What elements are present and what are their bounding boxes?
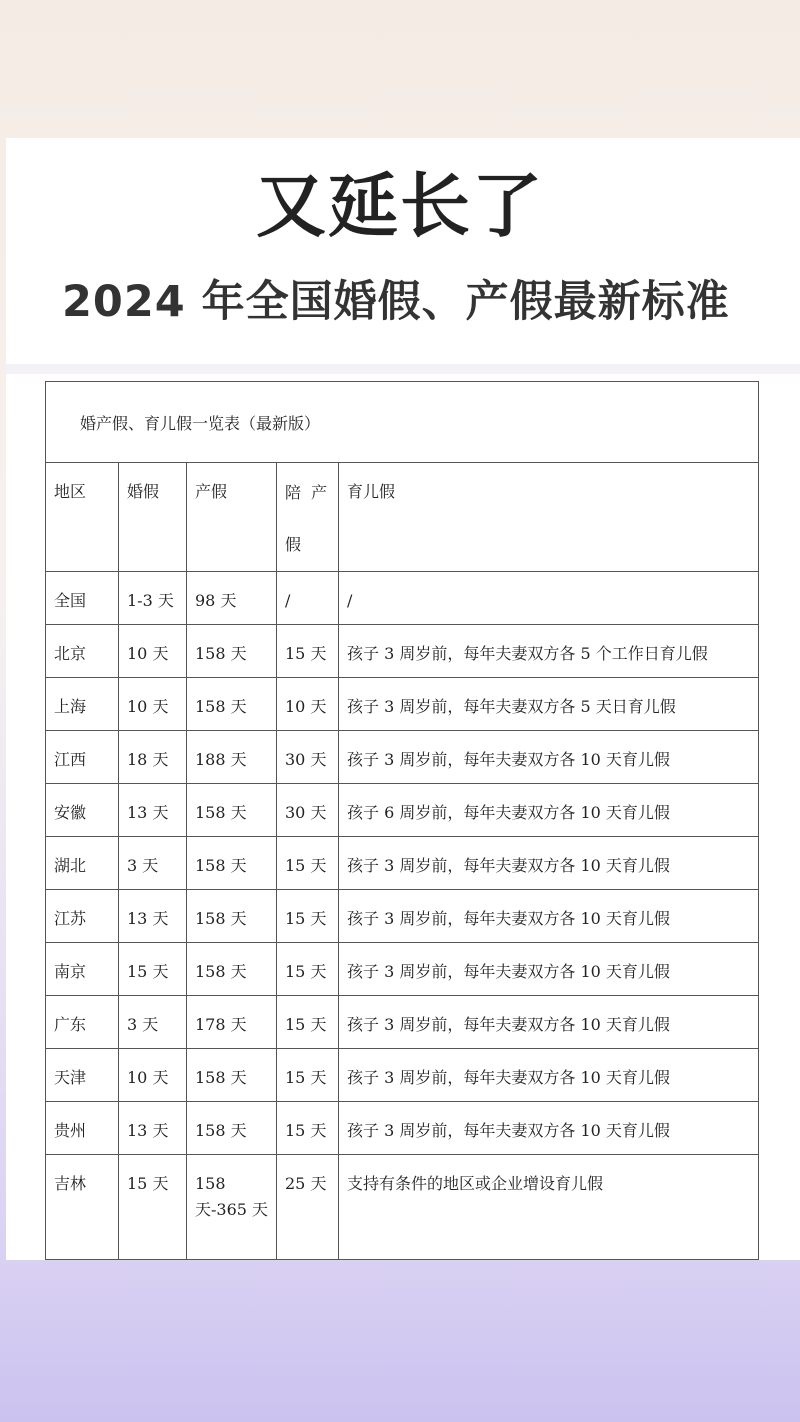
region-cell: 上海: [46, 678, 119, 731]
paternity-leave-cell: 15 天: [277, 943, 339, 996]
region-cell: 安徽: [46, 784, 119, 837]
table-row: [46, 1155, 759, 1260]
maternity-leave-cell: 158 天: [187, 625, 277, 678]
maternity-leave-cell: 158 天: [187, 678, 277, 731]
maternity-leave-cell: 158 天: [187, 1049, 277, 1102]
marriage-leave-cell: 13 天: [119, 784, 187, 837]
marriage-leave-cell: 15 天: [119, 943, 187, 996]
childcare-leave-cell: 孩子 3 周岁前，每年夫妻双方各 10 天育儿假: [339, 1102, 759, 1155]
marriage-leave-cell: 10 天: [119, 678, 187, 731]
childcare-leave-cell: 孩子 3 周岁前，每年夫妻双方各 10 天育儿假: [339, 943, 759, 996]
table-row: [46, 996, 759, 1049]
column-header-marriage-leave: 婚假: [119, 463, 187, 572]
table-header-row: [46, 463, 759, 572]
paternity-leave-cell: 10 天: [277, 678, 339, 731]
childcare-leave-cell: 孩子 3 周岁前，每年夫妻双方各 5 个工作日育儿假: [339, 625, 759, 678]
page-subtitle: 2024 年全国婚假、产假最新标准: [62, 277, 730, 327]
maternity-leave-cell: 158 天: [187, 943, 277, 996]
paternity-leave-cell: 15 天: [277, 1049, 339, 1102]
childcare-leave-cell: 孩子 3 周岁前，每年夫妻双方各 10 天育儿假: [339, 837, 759, 890]
column-header-childcare-leave: 育儿假: [339, 463, 759, 572]
table-row: [46, 572, 759, 625]
leave-table: [45, 381, 759, 1260]
marriage-leave-cell: 3 天: [119, 837, 187, 890]
maternity-leave-cell: 158 天: [187, 1102, 277, 1155]
marriage-leave-cell: 15 天: [119, 1155, 187, 1260]
table-row: [46, 837, 759, 890]
region-cell: 湖北: [46, 837, 119, 890]
maternity-leave-cell: 158 天: [187, 784, 277, 837]
childcare-leave-cell: /: [339, 572, 759, 625]
paternity-leave-cell: 25 天: [277, 1155, 339, 1260]
marriage-leave-cell: 13 天: [119, 1102, 187, 1155]
marriage-leave-cell: 10 天: [119, 1049, 187, 1102]
marriage-leave-cell: 1-3 天: [119, 572, 187, 625]
marriage-leave-cell: 10 天: [119, 625, 187, 678]
divider: [6, 364, 800, 374]
table-row: [46, 784, 759, 837]
region-cell: 南京: [46, 943, 119, 996]
maternity-leave-cell: 158 天: [187, 890, 277, 943]
childcare-leave-cell: 孩子 3 周岁前，每年夫妻双方各 10 天育儿假: [339, 731, 759, 784]
maternity-leave-cell: 98 天: [187, 572, 277, 625]
childcare-leave-cell: 孩子 3 周岁前，每年夫妻双方各 10 天育儿假: [339, 890, 759, 943]
table-row: [46, 1102, 759, 1155]
region-cell: 广东: [46, 996, 119, 1049]
paternity-leave-cell: 15 天: [277, 837, 339, 890]
region-cell: 江西: [46, 731, 119, 784]
column-header-region: 地区: [46, 463, 119, 572]
region-cell: 全国: [46, 572, 119, 625]
table-row: [46, 943, 759, 996]
table-row: [46, 731, 759, 784]
region-cell: 江苏: [46, 890, 119, 943]
region-cell: 贵州: [46, 1102, 119, 1155]
maternity-leave-cell: 178 天: [187, 996, 277, 1049]
childcare-leave-cell: 孩子 6 周岁前，每年夫妻双方各 10 天育儿假: [339, 784, 759, 837]
marriage-leave-cell: 13 天: [119, 890, 187, 943]
maternity-leave-cell: 158 天: [187, 837, 277, 890]
childcare-leave-cell: 支持有条件的地区或企业增设育儿假: [339, 1155, 759, 1260]
column-header-paternity-leave: 陪产假: [277, 463, 339, 572]
table-title: 婚产假、育儿假一览表（最新版）: [46, 382, 759, 463]
paternity-leave-cell: 15 天: [277, 1102, 339, 1155]
paternity-leave-cell: 30 天: [277, 784, 339, 837]
table-row: [46, 678, 759, 731]
childcare-leave-cell: 孩子 3 周岁前，每年夫妻双方各 10 天育儿假: [339, 996, 759, 1049]
region-cell: 吉林: [46, 1155, 119, 1260]
paternity-leave-cell: /: [277, 572, 339, 625]
table-row: [46, 1049, 759, 1102]
region-cell: 北京: [46, 625, 119, 678]
table-row: [46, 625, 759, 678]
page-title: 又延长了: [256, 165, 544, 247]
table-row: [46, 890, 759, 943]
paternity-leave-cell: 15 天: [277, 625, 339, 678]
paternity-leave-cell: 30 天: [277, 731, 339, 784]
childcare-leave-cell: 孩子 3 周岁前，每年夫妻双方各 10 天育儿假: [339, 1049, 759, 1102]
paternity-leave-cell: 15 天: [277, 996, 339, 1049]
paternity-leave-cell: 15 天: [277, 890, 339, 943]
marriage-leave-cell: 3 天: [119, 996, 187, 1049]
marriage-leave-cell: 18 天: [119, 731, 187, 784]
region-cell: 天津: [46, 1049, 119, 1102]
column-header-maternity-leave: 产假: [187, 463, 277, 572]
maternity-leave-cell: 158 天-365 天: [187, 1155, 277, 1260]
maternity-leave-cell: 188 天: [187, 731, 277, 784]
childcare-leave-cell: 孩子 3 周岁前，每年夫妻双方各 5 天日育儿假: [339, 678, 759, 731]
